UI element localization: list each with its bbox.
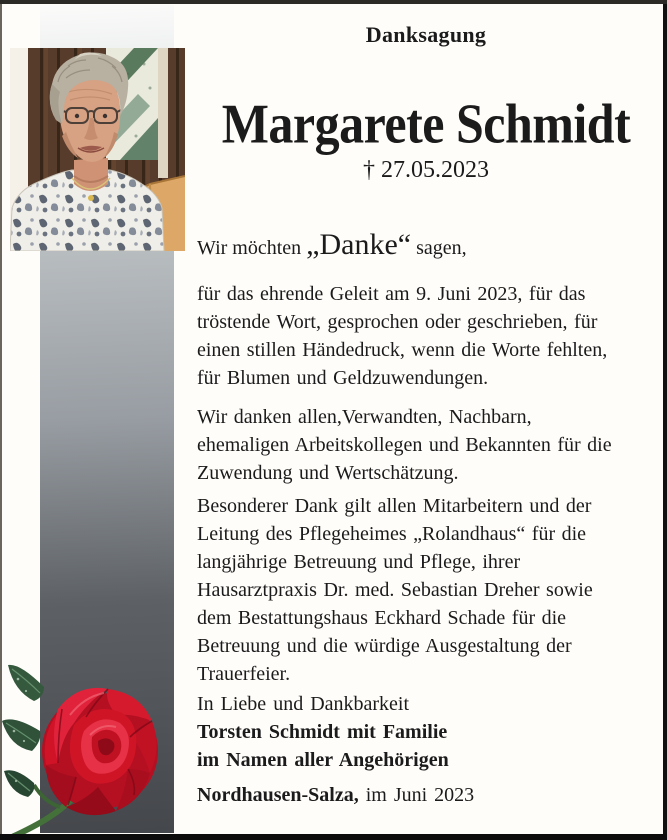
paragraph-thanks-relatives [197,403,655,487]
right-border-bar [663,4,667,834]
place-name: Nordhausen-Salza, [197,784,359,806]
bottom-border-bar [0,834,667,840]
text-line: dem Bestattungshaus Eckhard Schade für die [197,607,567,629]
intro-line [197,228,655,265]
intro-danke: „Danke“ [306,228,412,261]
intro-pre: Wir möchten [197,237,307,259]
portrait-photo-drawing [10,48,185,251]
place-date-line [197,784,655,807]
text-line: einen stillen Händedruck, wenn die Worte fehlten, [197,339,608,361]
rose-image [0,635,172,840]
text-line: tröstende Wort, gesprochen oder geschrieben, für [197,311,598,333]
notice-kicker: Danksagung [365,22,487,47]
month-year: im Juni 2023 [358,784,475,806]
text-line: Leitung des Pflegeheimes „Rolandhaus“ für die [197,523,587,545]
paragraph-thanks-funeral [197,280,655,392]
text-line: für das ehrende Geleit am 9. Juni 2023, für das [197,283,586,305]
rose-drawing [0,635,172,840]
text-line: für Blumen und Geldzuwendungen. [197,367,489,389]
text-line: ehemaligen Arbeitskollegen und Bekannten für die [197,434,612,456]
text-line: im Namen aller Angehörigen [197,749,449,771]
text-line: Hausarztpraxis Dr. med. Sebastian Dreher sowie [197,579,593,601]
closing-signature [197,690,655,774]
text-line: Trauerfeier. [197,663,291,685]
top-border-bar [0,0,667,4]
left-border-line [0,4,2,834]
text-line: Torsten Schmidt mit Familie [197,721,448,743]
text-line: Zuwendung und Wertschätzung. [197,462,459,484]
text-line: In Liebe und Dankbarkeit [197,693,410,715]
intro-post: sagen, [411,237,467,259]
portrait-photo [10,48,185,251]
text-line: Besonderer Dank gilt allen Mitarbeitern und der [197,495,592,517]
text-line: Wir danken allen,Verwandten, Nachbarn, [197,406,532,428]
text-line: Betreuung und die würdige Ausgestaltung der [197,635,572,657]
text-line: langjährige Betreuung und Pflege, ihrer [197,551,521,573]
death-date: † 27.05.2023 [363,157,489,183]
deceased-name: Margarete Schmidt [221,92,631,155]
paragraph-thanks-caregivers [197,492,655,688]
